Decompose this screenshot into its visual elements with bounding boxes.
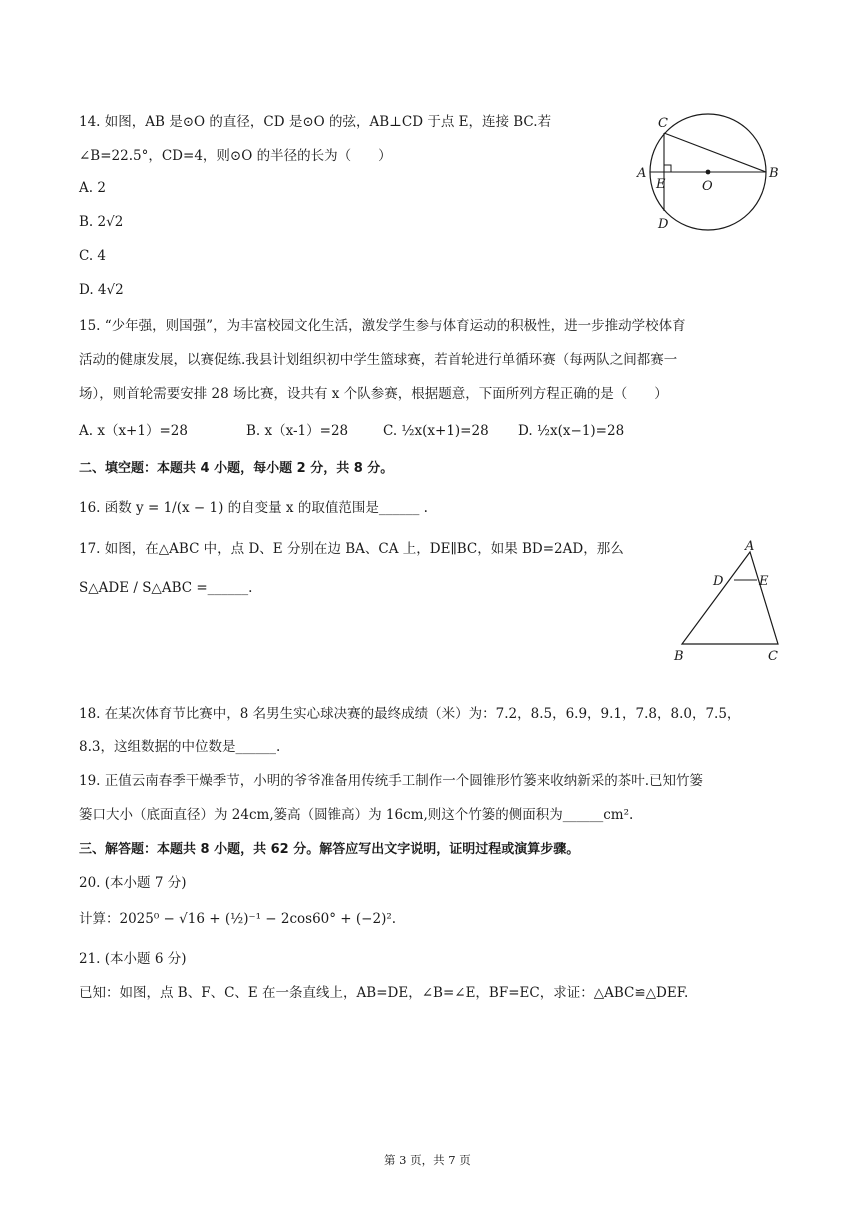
q15-line2: 活动的健康发展，以赛促练.我县计划组织初中学生篮球赛，若首轮进行单循环赛（每两队之间都赛一: [79, 352, 678, 368]
q15-option-a: A. x（x+1）=28: [79, 423, 188, 439]
q14-label-c: C: [658, 116, 668, 131]
q17-label-e: E: [759, 574, 769, 589]
q17-label-a: A: [745, 540, 755, 554]
q14-stem-line1: 14. 如图，AB 是⊙O 的直径，CD 是⊙O 的弦，AB⊥CD 于点 E，连接 BC.若: [79, 114, 552, 130]
section-2-heading: 二、填空题：本题共 4 小题，每小题 2 分，共 8 分。: [79, 461, 394, 476]
q21-heading: 21. (本小题 6 分): [79, 951, 187, 967]
q14-stem-line2: ∠B=22.5°，CD=4，则⊙O 的半径的长为（ ）: [79, 148, 392, 164]
q17-line1: 17. 如图，在△ABC 中，点 D、E 分别在边 BA、CA 上，DE∥BC，如果 BD=2AD，那么: [79, 541, 624, 557]
q15-line1: 15. “少年强，则国强”，为丰富校园文化生活，激发学生参与体育运动的积极性，进一步推动学校体育: [79, 318, 686, 334]
q14-option-a: A. 2: [79, 180, 106, 196]
q14-label-e: E: [656, 177, 666, 192]
q17-label-b: B: [674, 649, 684, 664]
q17-label-c: C: [768, 649, 778, 664]
q14-label-a: A: [637, 166, 647, 181]
q15-option-c: C. ½x(x+1)=28: [383, 423, 489, 439]
q17-label-d: D: [713, 574, 724, 589]
q18-line2: 8.3，这组数据的中位数是______.: [79, 739, 281, 755]
q15-line3: 场），则首轮需要安排 28 场比赛，设共有 x 个队参赛，根据题意，下面所列方程正确的是（ ）: [79, 386, 668, 402]
q14-label-b: B: [769, 166, 779, 181]
q17-triangle-figure: [670, 540, 790, 668]
q14-option-c: C. 4: [79, 248, 107, 264]
q19-line1: 19. 正值云南春季干燥季节，小明的爷爷准备用传统手工制作一个圆锥形竹篓来收纳新采的茶叶.已知竹篓: [79, 773, 704, 789]
q21-text: 已知：如图，点 B、F、C、E 在一条直线上，AB=DE，∠B=∠E，BF=EC，求证：△ABC≌△DEF.: [79, 985, 689, 1001]
q14-option-d: D. 4√2: [79, 282, 124, 298]
q20-text: 计算：2025⁰ − √16 + (½)⁻¹ − 2cos60° + (−2)².: [79, 911, 397, 927]
q14-label-d: D: [658, 217, 669, 232]
q15-option-d: D. ½x(x−1)=28: [518, 423, 625, 439]
q14-option-b: B. 2√2: [79, 214, 124, 230]
q17-line2: S△ADE / S△ABC =______.: [79, 580, 253, 596]
q14-circle-figure: [632, 108, 792, 238]
q14-label-o: O: [702, 179, 713, 194]
q15-option-b: B. x（x-1）=28: [246, 423, 349, 439]
q20-heading: 20. (本小题 7 分): [79, 875, 187, 891]
section-3-heading: 三、解答题：本题共 8 小题，共 62 分。解答应写出文字说明，证明过程或演算步骤。: [79, 842, 580, 857]
q16-text: 16. 函数 y = 1/(x − 1) 的自变量 x 的取值范围是______ .: [79, 500, 428, 516]
page-footer: 第 3 页，共 7 页: [384, 1153, 471, 1167]
q19-line2: 篓口大小（底面直径）为 24cm,篓高（圆锥高）为 16cm,则这个竹篓的侧面积为______cm².: [79, 807, 634, 823]
q18-line1: 18. 在某次体育节比赛中，8 名男生实心球决赛的最终成绩（米）为：7.2，8.5，6.9，9.1，7.8，8.0，7.5，: [79, 706, 741, 722]
